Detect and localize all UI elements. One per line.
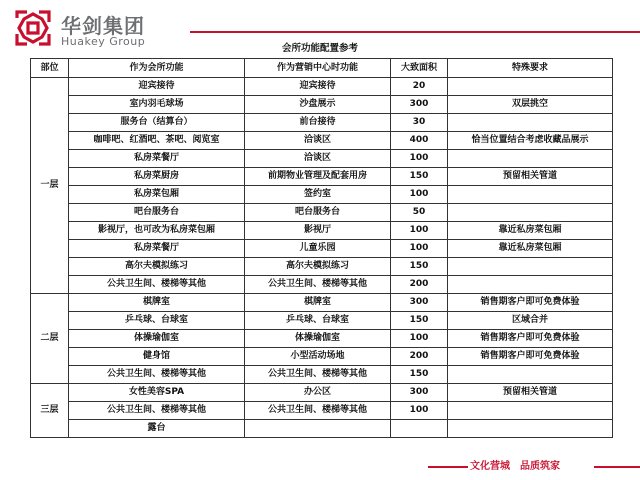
table-row: [31, 312, 613, 330]
sales-function-cell: 吧台服务台: [245, 204, 391, 222]
area-cell: 50: [391, 204, 448, 222]
footer-divider-right: [594, 466, 640, 468]
column-header: 大致面积: [391, 59, 448, 78]
club-function-cell: 公共卫生间、楼梯等其他: [69, 276, 245, 294]
footer-slogan: 文化营城 品质筑家: [470, 461, 560, 472]
requirement-cell: [448, 186, 613, 204]
area-cell: 20: [391, 78, 448, 96]
table-row: [31, 384, 613, 402]
area-cell: 100: [391, 402, 448, 420]
table-row: [31, 366, 613, 384]
requirement-cell: [448, 276, 613, 294]
sales-function-cell: 办公区: [245, 384, 391, 402]
table-row: [31, 222, 613, 240]
sales-function-cell: 小型活动场地: [245, 348, 391, 366]
table-row: [31, 150, 613, 168]
table-row: [31, 330, 613, 348]
table-row: [31, 204, 613, 222]
sales-function-cell: 沙盘展示: [245, 96, 391, 114]
area-cell: 100: [391, 222, 448, 240]
area-cell: 30: [391, 114, 448, 132]
table-row: [31, 186, 613, 204]
club-function-cell: 私房菜餐厅: [69, 150, 245, 168]
club-function-cell: 影视厅，也可改为私房菜包厢: [69, 222, 245, 240]
club-function-cell: 公共卫生间、楼梯等其他: [69, 402, 245, 420]
requirement-cell: 销售期客户即可免费体验: [448, 330, 613, 348]
club-function-cell: 女性美容SPA: [69, 384, 245, 402]
footer-divider-left: [428, 466, 468, 468]
area-cell: 400: [391, 132, 448, 150]
requirement-cell: 销售期客户即可免费体验: [448, 348, 613, 366]
club-function-cell: 公共卫生间、楼梯等其他: [69, 366, 245, 384]
floor-cell: 一层: [31, 78, 69, 294]
page-title: 会所功能配置参考: [281, 43, 358, 54]
function-table: [30, 58, 613, 438]
area-cell: 100: [391, 186, 448, 204]
requirement-cell: 靠近私房菜包厢: [448, 222, 613, 240]
requirement-cell: 恰当位置结合考虑收藏品展示: [448, 132, 613, 150]
requirement-cell: 区域合并: [448, 312, 613, 330]
table-row: [31, 402, 613, 420]
area-cell: 100: [391, 240, 448, 258]
header-divider: [190, 31, 640, 33]
requirement-cell: [448, 258, 613, 276]
area-cell: 150: [391, 312, 448, 330]
club-function-cell: 露台: [69, 420, 245, 438]
club-function-cell: 咖啡吧、红酒吧、茶吧、阅览室: [69, 132, 245, 150]
table-row: [31, 420, 613, 438]
column-header: 作为营销中心时功能: [245, 59, 391, 78]
table-row: [31, 132, 613, 150]
requirement-cell: [448, 402, 613, 420]
requirement-cell: [448, 78, 613, 96]
club-function-cell: 私房菜餐厅: [69, 240, 245, 258]
club-function-cell: 体操瑜伽室: [69, 330, 245, 348]
sales-function-cell: 棋牌室: [245, 294, 391, 312]
requirement-cell: 靠近私房菜包厢: [448, 240, 613, 258]
table-row: [31, 258, 613, 276]
area-cell: 150: [391, 258, 448, 276]
sales-function-cell: [245, 420, 391, 438]
sales-function-cell: 体操瑜伽室: [245, 330, 391, 348]
company-name-en: Huakey Group: [61, 35, 146, 48]
table-header-row: [31, 59, 613, 78]
sales-function-cell: 洽谈区: [245, 150, 391, 168]
club-function-cell: 迎宾接待: [69, 78, 245, 96]
table-body: [31, 78, 613, 438]
column-header: 特殊要求: [448, 59, 613, 78]
area-cell: 200: [391, 348, 448, 366]
sales-function-cell: 前台接待: [245, 114, 391, 132]
column-header: 作为会所功能: [69, 59, 245, 78]
area-cell: [391, 420, 448, 438]
club-function-cell: 高尔夫模拟练习: [69, 258, 245, 276]
table-row: [31, 348, 613, 366]
club-function-cell: 服务台（结算台）: [69, 114, 245, 132]
club-function-cell: 乒乓球、台球室: [69, 312, 245, 330]
requirement-cell: [448, 420, 613, 438]
sales-function-cell: 公共卫生间、楼梯等其他: [245, 402, 391, 420]
requirement-cell: [448, 114, 613, 132]
requirement-cell: [448, 366, 613, 384]
requirement-cell: 销售期客户即可免费体验: [448, 294, 613, 312]
table-row: [31, 168, 613, 186]
table-row: [31, 78, 613, 96]
company-name-cn: 华剑集团: [61, 14, 145, 38]
club-function-cell: 健身馆: [69, 348, 245, 366]
area-cell: 150: [391, 366, 448, 384]
floor-cell: 三层: [31, 384, 69, 438]
table-row: [31, 96, 613, 114]
sales-function-cell: 影视厅: [245, 222, 391, 240]
sales-function-cell: 乒乓球、台球室: [245, 312, 391, 330]
sales-function-cell: 公共卫生间、楼梯等其他: [245, 276, 391, 294]
club-function-cell: 私房菜包厢: [69, 186, 245, 204]
club-function-cell: 吧台服务台: [69, 204, 245, 222]
sales-function-cell: 签约室: [245, 186, 391, 204]
table-row: [31, 294, 613, 312]
area-cell: 200: [391, 276, 448, 294]
club-function-cell: 私房菜厨房: [69, 168, 245, 186]
area-cell: 300: [391, 384, 448, 402]
area-cell: 300: [391, 294, 448, 312]
requirement-cell: [448, 204, 613, 222]
area-cell: 100: [391, 150, 448, 168]
requirement-cell: 双层挑空: [448, 96, 613, 114]
area-cell: 300: [391, 96, 448, 114]
column-header: 部位: [31, 59, 69, 78]
table-row: [31, 240, 613, 258]
sales-function-cell: 公共卫生间、楼梯等其他: [245, 366, 391, 384]
sales-function-cell: 迎宾接待: [245, 78, 391, 96]
sales-function-cell: 儿童乐园: [245, 240, 391, 258]
table-row: [31, 114, 613, 132]
requirement-cell: [448, 150, 613, 168]
sales-function-cell: 高尔夫模拟练习: [245, 258, 391, 276]
area-cell: 100: [391, 330, 448, 348]
table-row: [31, 276, 613, 294]
sales-function-cell: 洽谈区: [245, 132, 391, 150]
requirement-cell: 预留相关管道: [448, 168, 613, 186]
sales-function-cell: 前期物业管理及配套用房: [245, 168, 391, 186]
requirement-cell: 预留相关管道: [448, 384, 613, 402]
floor-cell: 二层: [31, 294, 69, 384]
club-function-cell: 室内羽毛球场: [69, 96, 245, 114]
area-cell: 150: [391, 168, 448, 186]
club-function-cell: 棋牌室: [69, 294, 245, 312]
